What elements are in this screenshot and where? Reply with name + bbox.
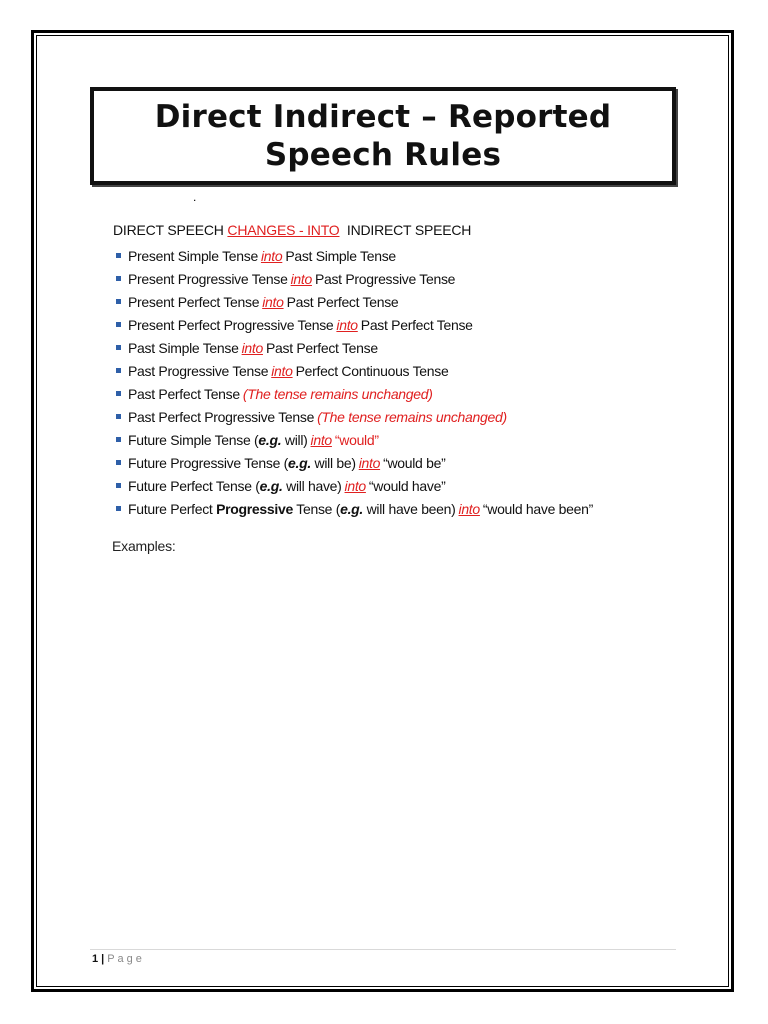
- footer-divider: [90, 949, 676, 950]
- page-number: 1: [92, 953, 99, 965]
- rule-into: into: [336, 316, 358, 333]
- list-item: [116, 313, 593, 336]
- rule-to: Past Progressive Tense: [314, 270, 456, 287]
- rule-into: into: [344, 477, 366, 494]
- list-item: [116, 497, 593, 520]
- bullet-icon: [116, 483, 121, 488]
- rule-note: (The tense remains unchanged): [242, 385, 433, 402]
- rule-from-pre: Future Simple Tense (: [128, 431, 259, 448]
- bullet-icon: [116, 368, 121, 373]
- heading-changes-into: CHANGES - INTO: [227, 222, 340, 238]
- rule-from-pre: Future Perfect: [128, 500, 217, 517]
- rule-into: into: [241, 339, 263, 356]
- rule-from-post: will have been): [363, 500, 456, 517]
- rule-to: “would”: [334, 431, 379, 448]
- rule-from: Present Perfect Progressive Tense: [128, 316, 334, 333]
- rule-into: into: [458, 500, 480, 517]
- rule-from: Past Perfect Progressive Tense: [128, 408, 315, 425]
- bullet-icon: [116, 506, 121, 511]
- title-box: [90, 87, 676, 185]
- rule-to: “would have been”: [482, 500, 593, 517]
- rule-eg: e.g.: [340, 500, 364, 517]
- list-item: [116, 451, 593, 474]
- rule-eg: e.g.: [259, 477, 283, 494]
- document-title: Direct Indirect – Reported Speech Rules: [154, 99, 612, 173]
- list-item: [116, 267, 593, 290]
- list-item: [116, 428, 593, 451]
- rule-from-post: will): [281, 431, 308, 448]
- rule-into: into: [310, 431, 332, 448]
- rule-from: Past Perfect Tense: [128, 385, 240, 402]
- list-item: [116, 382, 593, 405]
- rule-into: into: [262, 293, 284, 310]
- list-item: [116, 336, 593, 359]
- page-footer: [92, 953, 145, 965]
- rule-from: Present Progressive Tense: [128, 270, 288, 287]
- rule-to: “would be”: [383, 454, 446, 471]
- rule-from-mid: Tense (: [292, 500, 341, 517]
- bullet-icon: [116, 322, 121, 327]
- rule-into: into: [260, 247, 283, 264]
- list-item: [116, 290, 593, 313]
- rule-into: into: [290, 270, 312, 287]
- bullet-icon: [116, 460, 121, 465]
- rule-from-post: will be): [310, 454, 356, 471]
- bullet-icon: [116, 299, 121, 304]
- rule-to: Past Simple Tense: [285, 247, 396, 264]
- page-label: Page: [107, 953, 145, 965]
- bullet-icon: [116, 276, 121, 281]
- list-item: [116, 405, 593, 428]
- rule-into: into: [358, 454, 381, 471]
- rule-to: Past Perfect Tense: [265, 339, 378, 356]
- bullet-icon: [116, 414, 121, 419]
- list-item: [116, 474, 593, 497]
- heading-indirect-speech: INDIRECT SPEECH: [339, 222, 472, 238]
- rule-eg: e.g.: [288, 454, 311, 471]
- rule-from: Past Simple Tense: [128, 339, 239, 356]
- rule-to: Perfect Continuous Tense: [295, 362, 449, 379]
- heading-direct-speech: DIRECT SPEECH: [113, 222, 228, 238]
- rule-from: Past Progressive Tense: [128, 362, 269, 379]
- rule-to: “would have”: [368, 477, 446, 494]
- rule-to: Past Perfect Tense: [286, 293, 399, 310]
- rule-from-post: will have): [282, 477, 342, 494]
- bullet-icon: [116, 253, 121, 258]
- rules-heading: [113, 222, 471, 238]
- rule-note: (The tense remains unchanged): [317, 408, 507, 425]
- rule-to: Past Perfect Tense: [360, 316, 473, 333]
- footer-separator: |: [101, 953, 105, 965]
- examples-label: Examples:: [112, 538, 176, 554]
- rule-from: Present Perfect Tense: [128, 293, 260, 310]
- rule-into: into: [271, 362, 293, 379]
- rule-from-pre: Future Perfect Tense (: [128, 477, 260, 494]
- list-item: [116, 244, 593, 267]
- bullet-icon: [116, 345, 121, 350]
- bullet-icon: [116, 437, 121, 442]
- rule-from: Present Simple Tense: [128, 247, 258, 264]
- rule-bold: Progressive: [216, 500, 293, 517]
- bullet-icon: [116, 391, 121, 396]
- list-item: [116, 359, 593, 382]
- rule-eg: e.g.: [258, 431, 282, 448]
- rules-list: [116, 244, 593, 520]
- stray-mark: .: [193, 190, 197, 204]
- rule-from-pre: Future Progressive Tense (: [128, 454, 289, 471]
